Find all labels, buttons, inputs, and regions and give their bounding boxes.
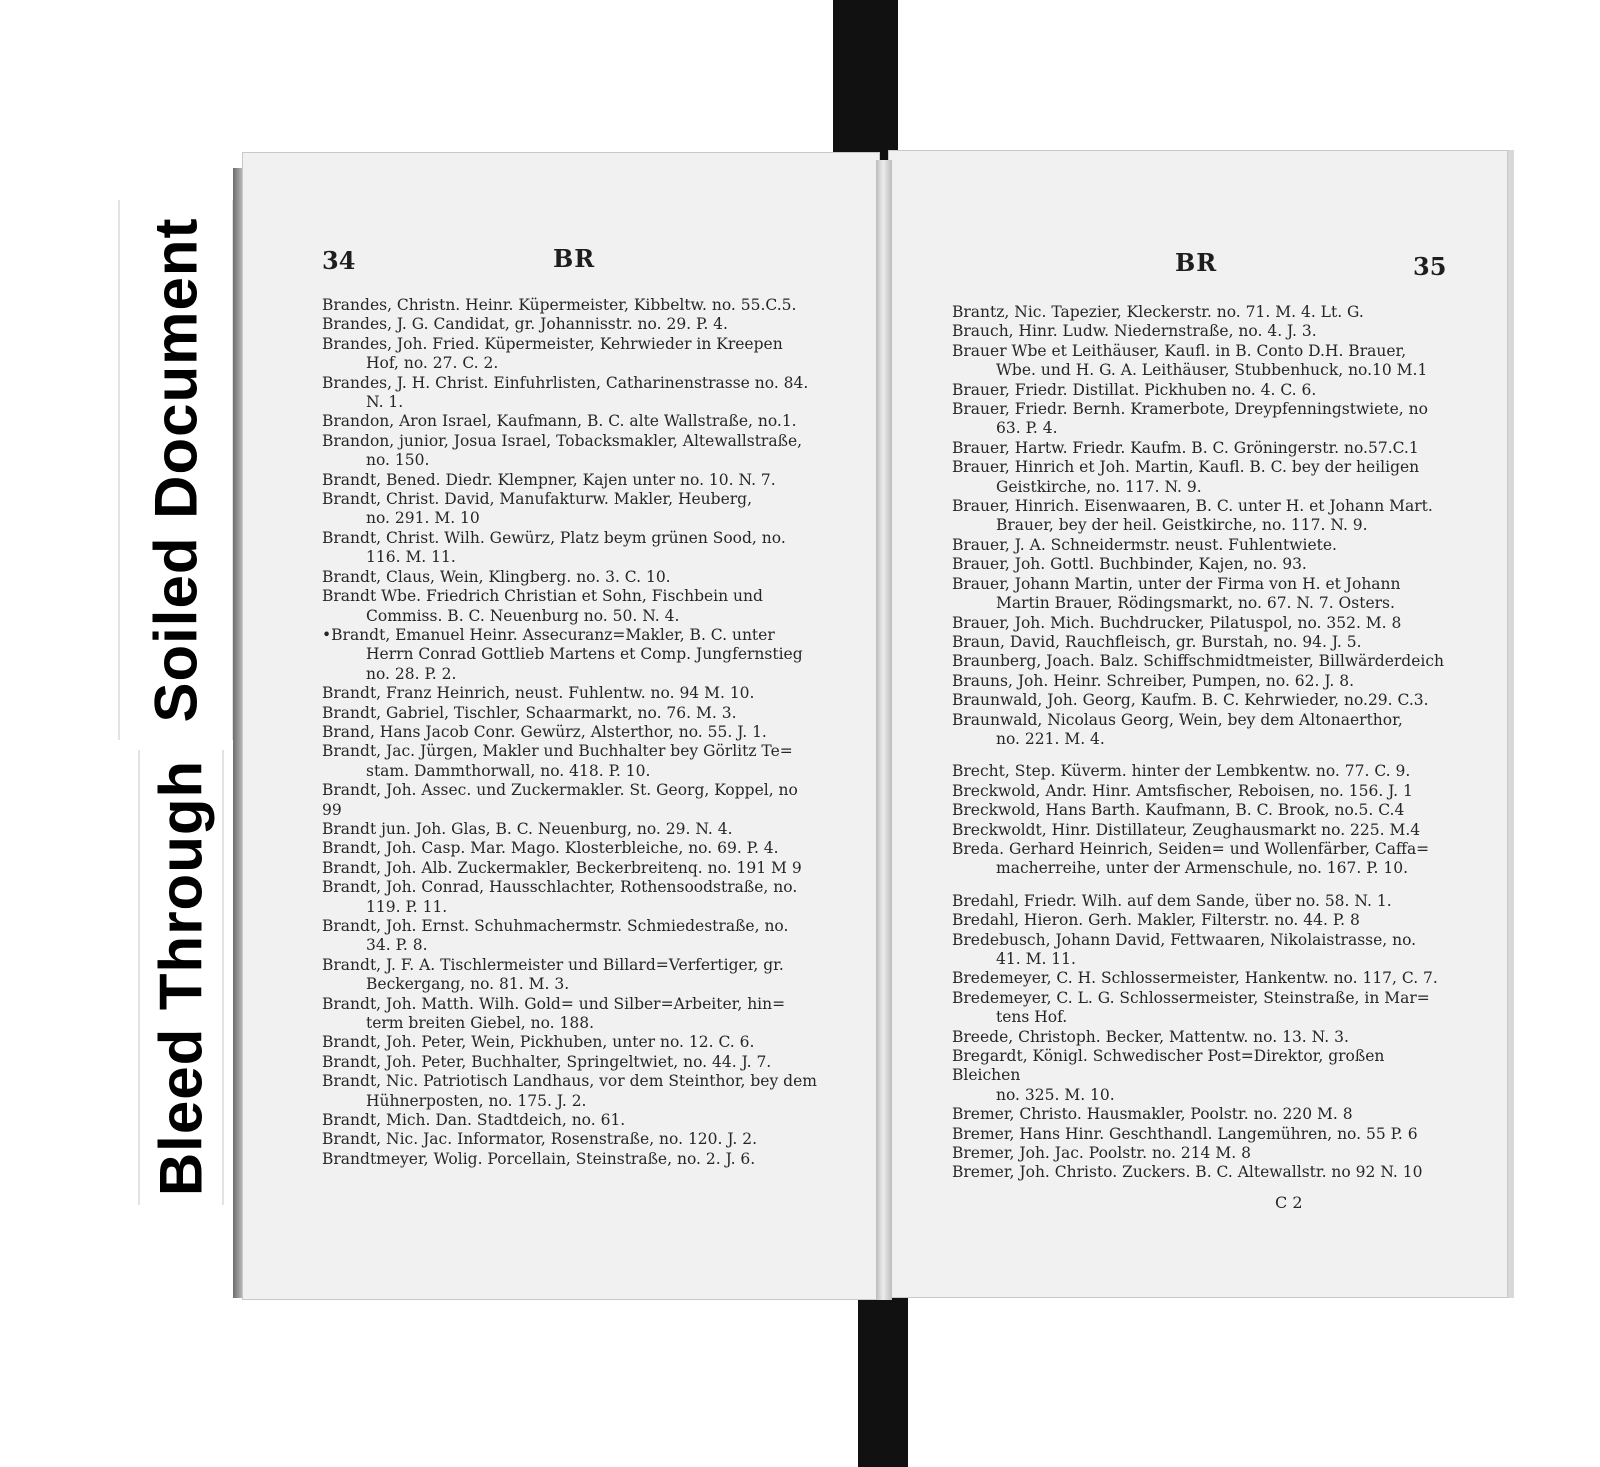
entry-continuation-line: Herrn Conrad Gottlieb Martens et Comp. Jungfernstieg <box>366 645 803 664</box>
entry-group-gap <box>952 749 1452 762</box>
entry-continuation-line: N. 1. <box>366 393 404 412</box>
directory-entry <box>952 555 1452 574</box>
entry-line: Brauer, Hartw. Friedr. Kaufm. B. C. Gröningerstr. no.57.C.1 <box>952 438 1419 457</box>
directory-entry <box>952 497 1452 536</box>
directory-entry <box>952 400 1452 439</box>
left-page-number: 34 <box>322 246 356 275</box>
left-directory-entries <box>322 296 822 1169</box>
directory-entry <box>952 439 1452 458</box>
scanner-clip-bottom <box>858 1290 908 1467</box>
directory-entry <box>952 821 1452 840</box>
soiled-document-text: Soiled Document <box>142 217 210 723</box>
directory-entry <box>952 1163 1452 1182</box>
directory-entry <box>952 762 1452 781</box>
entry-line: Brauer, Joh. Gottl. Buchbinder, Kajen, no. 93. <box>952 555 1307 574</box>
entry-continuation-line: no. 150. <box>366 451 430 470</box>
directory-entry <box>322 742 822 781</box>
right-page-header: BR <box>1175 248 1218 277</box>
entry-line: Brandt, Joh. Peter, Buchhalter, Springeltwiet, no. 44. J. 7. <box>322 1052 772 1071</box>
entry-line: Bredemeyer, C. L. G. Schlossermeister, Steinstraße, in Mar= <box>952 988 1430 1007</box>
directory-entry <box>952 614 1452 633</box>
entry-line: Brandes, Christn. Heinr. Küpermeister, Kibbeltw. no. 55.C.5. <box>322 296 797 314</box>
entry-line: Brandon, Aron Israel, Kaufmann, B. C. alte Wallstraße, no.1. <box>322 412 797 431</box>
entry-line: Brandt, Franz Heinrich, neust. Fuhlentw. no. 94 M. 10. <box>322 684 755 703</box>
entry-line: Bremer, Hans Hinr. Geschthandl. Langemühren, no. 55 P. 6 <box>952 1124 1418 1143</box>
entry-line: Brandt jun. Joh. Glas, B. C. Neuenburg, no. 29. N. 4. <box>322 819 733 838</box>
entry-continuation-line: Brauer, bey der heil. Geistkirche, no. 117. N. 9. <box>996 516 1368 535</box>
entry-line: Brandt, Joh. Conrad, Hausschlachter, Rothensoodstraße, no. <box>322 878 798 897</box>
entry-continuation-line: Commiss. B. C. Neuenburg no. 50. N. 4. <box>366 606 680 625</box>
directory-entry <box>952 892 1452 911</box>
directory-entry <box>952 1028 1452 1047</box>
entry-line: Bredemeyer, C. H. Schlossermeister, Hankentw. no. 117, C. 7. <box>952 969 1438 988</box>
directory-entry <box>952 322 1452 341</box>
entry-line: Brauer, Hinrich. Eisenwaaren, B. C. unter H. et Johann Mart. <box>952 497 1433 516</box>
entry-line: Brandt, Joh. Matth. Wilh. Gold= und Silber=Arbeiter, hin= <box>322 994 786 1013</box>
entry-line: Bredahl, Hieron. Gerh. Makler, Filterstr. no. 44. P. 8 <box>952 911 1360 930</box>
entry-line: Brauer, Joh. Mich. Buchdrucker, Pilatuspol, no. 352. M. 8 <box>952 613 1402 632</box>
entry-line: Braunwald, Nicolaus Georg, Wein, bey dem Altonaerthor, <box>952 710 1403 729</box>
directory-entry <box>322 1130 822 1149</box>
directory-entry <box>952 1144 1452 1163</box>
directory-entry <box>952 342 1452 381</box>
directory-entry <box>322 956 822 995</box>
directory-entry <box>322 335 822 374</box>
entry-line: Brauer, Hinrich et Joh. Martin, Kaufl. B. C. bey der heiligen <box>952 458 1420 477</box>
entry-continuation-line: tens Hof. <box>996 1008 1068 1027</box>
entry-line: Braunberg, Joach. Balz. Schiffschmidtmeister, Billwärderdeich <box>952 652 1445 671</box>
entry-line: Brandt, Jac. Jürgen, Makler und Buchhalter bey Görlitz Te= <box>322 742 793 761</box>
directory-entry <box>952 536 1452 555</box>
entry-line: Brandt, J. F. A. Tischlermeister und Billard=Verfertiger, gr. <box>322 955 784 974</box>
directory-entry <box>322 587 822 626</box>
directory-entry <box>952 989 1452 1028</box>
right-directory-entries <box>952 303 1452 1183</box>
directory-entry <box>952 672 1452 691</box>
entry-line: Bremer, Joh. Jac. Poolstr. no. 214 M. 8 <box>952 1144 1251 1163</box>
entry-line: Brand, Hans Jacob Conr. Gewürz, Alsterthor, no. 55. J. 1. <box>322 722 767 741</box>
entry-line: Brandt, Joh. Casp. Mar. Mago. Klosterbleiche, no. 69. P. 4. <box>322 839 779 858</box>
directory-entry <box>952 381 1452 400</box>
directory-entry <box>322 626 822 684</box>
entry-continuation-line: Martin Brauer, Rödingsmarkt, no. 67. N. 7. Osters. <box>996 594 1395 613</box>
directory-entry <box>322 781 822 820</box>
entry-line: Breda. Gerhard Heinrich, Seiden= und Wollenfärber, Caffa= <box>952 839 1430 858</box>
right-page-number: 35 <box>1413 252 1447 281</box>
entry-line: Braunwald, Joh. Georg, Kaufm. B. C. Kehrwieder, no.29. C.3. <box>952 691 1429 710</box>
entry-line: Brandt, Mich. Dan. Stadtdeich, no. 61. <box>322 1111 626 1130</box>
entry-line: Brandes, J. H. Christ. Einfuhrlisten, Catharinenstrasse no. 84. <box>322 373 809 392</box>
directory-entry <box>322 684 822 703</box>
directory-entry <box>322 1150 822 1169</box>
entry-line: Brandt, Joh. Alb. Zuckermakler, Beckerbreitenq. no. 191 M 9 <box>322 858 802 877</box>
directory-entry <box>952 931 1452 970</box>
directory-entry <box>952 458 1452 497</box>
directory-entry <box>952 691 1452 710</box>
entry-line: Brandes, Joh. Fried. Küpermeister, Kehrwieder in Kreepen <box>322 334 783 353</box>
directory-entry <box>952 969 1452 988</box>
entry-line: Brandt, Joh. Assec. und Zuckermakler. St. Georg, Koppel, no 99 <box>322 781 798 819</box>
signature-mark: C 2 <box>1275 1193 1303 1212</box>
entry-continuation-line: no. 221. M. 4. <box>996 729 1105 748</box>
entry-line: Brandes, J. G. Candidat, gr. Johannisstr. no. 29. P. 4. <box>322 315 728 334</box>
entry-line: Braun, David, Rauchfleisch, gr. Burstah, no. 94. J. 5. <box>952 632 1362 651</box>
directory-entry <box>322 412 822 431</box>
entry-line: Brauer, Friedr. Bernh. Kramerbote, Dreypfenningstwiete, no <box>952 400 1428 419</box>
entry-line: Brandt, Bened. Diedr. Klempner, Kajen unter no. 10. N. 7. <box>322 470 776 489</box>
directory-entry <box>322 1033 822 1052</box>
directory-entry <box>322 529 822 568</box>
left-page-header: BR <box>553 244 596 273</box>
directory-entry <box>322 995 822 1034</box>
entry-continuation-line: 41. M. 11. <box>996 950 1076 968</box>
entry-line: Brandt, Joh. Peter, Wein, Pickhuben, unter no. 12. C. 6. <box>322 1033 755 1052</box>
entry-line: Bremer, Joh. Christo. Zuckers. B. C. Altewallstr. no 92 N. 10 <box>952 1163 1423 1182</box>
directory-entry <box>952 1047 1452 1105</box>
directory-entry <box>322 839 822 858</box>
directory-entry <box>322 315 822 334</box>
entry-continuation-line: Geistkirche, no. 117. N. 9. <box>996 477 1202 496</box>
directory-entry <box>322 568 822 587</box>
entry-line: Bredebusch, Johann David, Fettwaaren, Nikolaistrasse, no. <box>952 930 1417 949</box>
entry-line: Brandt, Nic. Patriotisch Landhaus, vor dem Steinthor, bey dem <box>322 1072 817 1091</box>
directory-entry <box>952 303 1452 322</box>
entry-line: Bremer, Christo. Hausmakler, Poolstr. no. 220 M. 8 <box>952 1105 1353 1124</box>
directory-entry <box>322 723 822 742</box>
entry-line: Brauer, Johann Martin, unter der Firma von H. et Johann <box>952 574 1401 593</box>
scanner-clip-top <box>833 0 898 162</box>
entry-line: Brauer Wbe et Leithäuser, Kaufl. in B. Conto D.H. Brauer, <box>952 341 1407 360</box>
entry-line: Brauns, Joh. Heinr. Schreiber, Pumpen, no. 62. J. 8. <box>952 671 1355 690</box>
directory-entry <box>322 917 822 956</box>
entry-line: Breckwold, Andr. Hinr. Amtsfischer, Reboisen, no. 156. J. 1 <box>952 781 1413 800</box>
entry-continuation-line: Wbe. und H. G. A. Leithäuser, Stubbenhuck, no.10 M.1 <box>996 361 1428 380</box>
directory-entry <box>952 911 1452 930</box>
entry-continuation-line: stam. Dammthorwall, no. 418. P. 10. <box>366 761 651 780</box>
entry-group-gap <box>952 879 1452 892</box>
entry-line: Brandt, Joh. Ernst. Schuhmachermstr. Schmiedestraße, no. <box>322 917 789 935</box>
entry-continuation-line: Beckergang, no. 81. M. 3. <box>366 975 570 994</box>
entry-continuation-line: 34. P. 8. <box>366 936 428 955</box>
entry-line: •Brandt, Emanuel Heinr. Assecuranz=Makler, B. C. unter <box>322 625 775 644</box>
entry-continuation-line: Hof, no. 27. C. 2. <box>366 354 499 373</box>
entry-line: Brauer, J. A. Schneidermstr. neust. Fuhlentwiete. <box>952 535 1337 554</box>
entry-continuation-line: macherreihe, unter der Armenschule, no. 167. P. 10. <box>996 859 1409 878</box>
directory-entry <box>322 296 822 315</box>
directory-entry <box>952 1105 1452 1124</box>
entry-continuation-line: 119. P. 11. <box>366 897 448 916</box>
directory-entry <box>952 652 1452 671</box>
entry-line: Brauch, Hinr. Ludw. Niedernstraße, no. 4. J. 3. <box>952 322 1317 341</box>
entry-line: Brandt, Gabriel, Tischler, Schaarmarkt, no. 76. M. 3. <box>322 703 737 722</box>
directory-entry <box>952 801 1452 820</box>
entry-continuation-line: 63. P. 4. <box>996 419 1058 438</box>
directory-entry <box>322 859 822 878</box>
book-gutter <box>876 160 892 1300</box>
entry-line: Brandt, Christ. Wilh. Gewürz, Platz beym grünen Sood, no. <box>322 528 786 547</box>
entry-line: Brandt, Christ. David, Manufakturw. Makler, Heuberg, <box>322 490 753 509</box>
soiled-document-label <box>118 200 234 740</box>
bleed-through-text: Bleed Through <box>147 759 215 1196</box>
entry-continuation-line: no. 28. P. 2. <box>366 664 457 683</box>
entry-line: Bregardt, Königl. Schwedischer Post=Direktor, großen Bleichen <box>952 1047 1385 1085</box>
entry-line: Brandt, Claus, Wein, Klingberg. no. 3. C. 10. <box>322 567 671 586</box>
entry-line: Brandon, junior, Josua Israel, Tobacksmakler, Altewallstraße, <box>322 431 803 450</box>
entry-line: Brandt Wbe. Friedrich Christian et Sohn, Fischbein und <box>322 587 763 606</box>
entry-line: Bredahl, Friedr. Wilh. auf dem Sande, über no. 58. N. 1. <box>952 891 1392 910</box>
entry-continuation-line: no. 325. M. 10. <box>996 1085 1115 1104</box>
entry-line: Breckwold, Hans Barth. Kaufmann, B. C. Brook, no.5. C.4 <box>952 801 1405 820</box>
directory-entry <box>322 820 822 839</box>
entry-line: Brandt, Nic. Jac. Informator, Rosenstraße, no. 120. J. 2. <box>322 1130 758 1149</box>
directory-entry <box>322 1111 822 1130</box>
directory-entry <box>322 1072 822 1111</box>
bleed-through-label <box>138 750 224 1205</box>
directory-entry <box>322 704 822 723</box>
directory-entry <box>952 575 1452 614</box>
directory-entry <box>952 633 1452 652</box>
entry-continuation-line: 116. M. 11. <box>366 548 456 567</box>
directory-entry <box>952 1125 1452 1144</box>
directory-entry <box>322 1053 822 1072</box>
directory-entry <box>322 490 822 529</box>
entry-continuation-line: no. 291. M. 10 <box>366 509 480 528</box>
entry-line: Brantz, Nic. Tapezier, Kleckerstr. no. 71. M. 4. Lt. G. <box>952 303 1364 321</box>
entry-line: Breede, Christoph. Becker, Mattentw. no. 13. N. 3. <box>952 1027 1349 1046</box>
entry-line: Brauer, Friedr. Distillat. Pickhuben no. 4. C. 6. <box>952 380 1317 399</box>
directory-entry <box>322 374 822 413</box>
entry-line: Breckwoldt, Hinr. Distillateur, Zeughausmarkt no. 225. M.4 <box>952 820 1421 839</box>
directory-entry <box>952 711 1452 750</box>
directory-entry <box>952 782 1452 801</box>
directory-entry <box>322 878 822 917</box>
entry-line: Brecht, Step. Küverm. hinter der Lembkentw. no. 77. C. 9. <box>952 762 1411 781</box>
entry-continuation-line: term breiten Giebel, no. 188. <box>366 1014 595 1033</box>
entry-line: Brandtmeyer, Wolig. Porcellain, Steinstraße, no. 2. J. 6. <box>322 1149 756 1168</box>
directory-entry <box>322 471 822 490</box>
directory-entry <box>322 432 822 471</box>
entry-continuation-line: Hühnerposten, no. 175. J. 2. <box>366 1091 587 1110</box>
directory-entry <box>952 840 1452 879</box>
